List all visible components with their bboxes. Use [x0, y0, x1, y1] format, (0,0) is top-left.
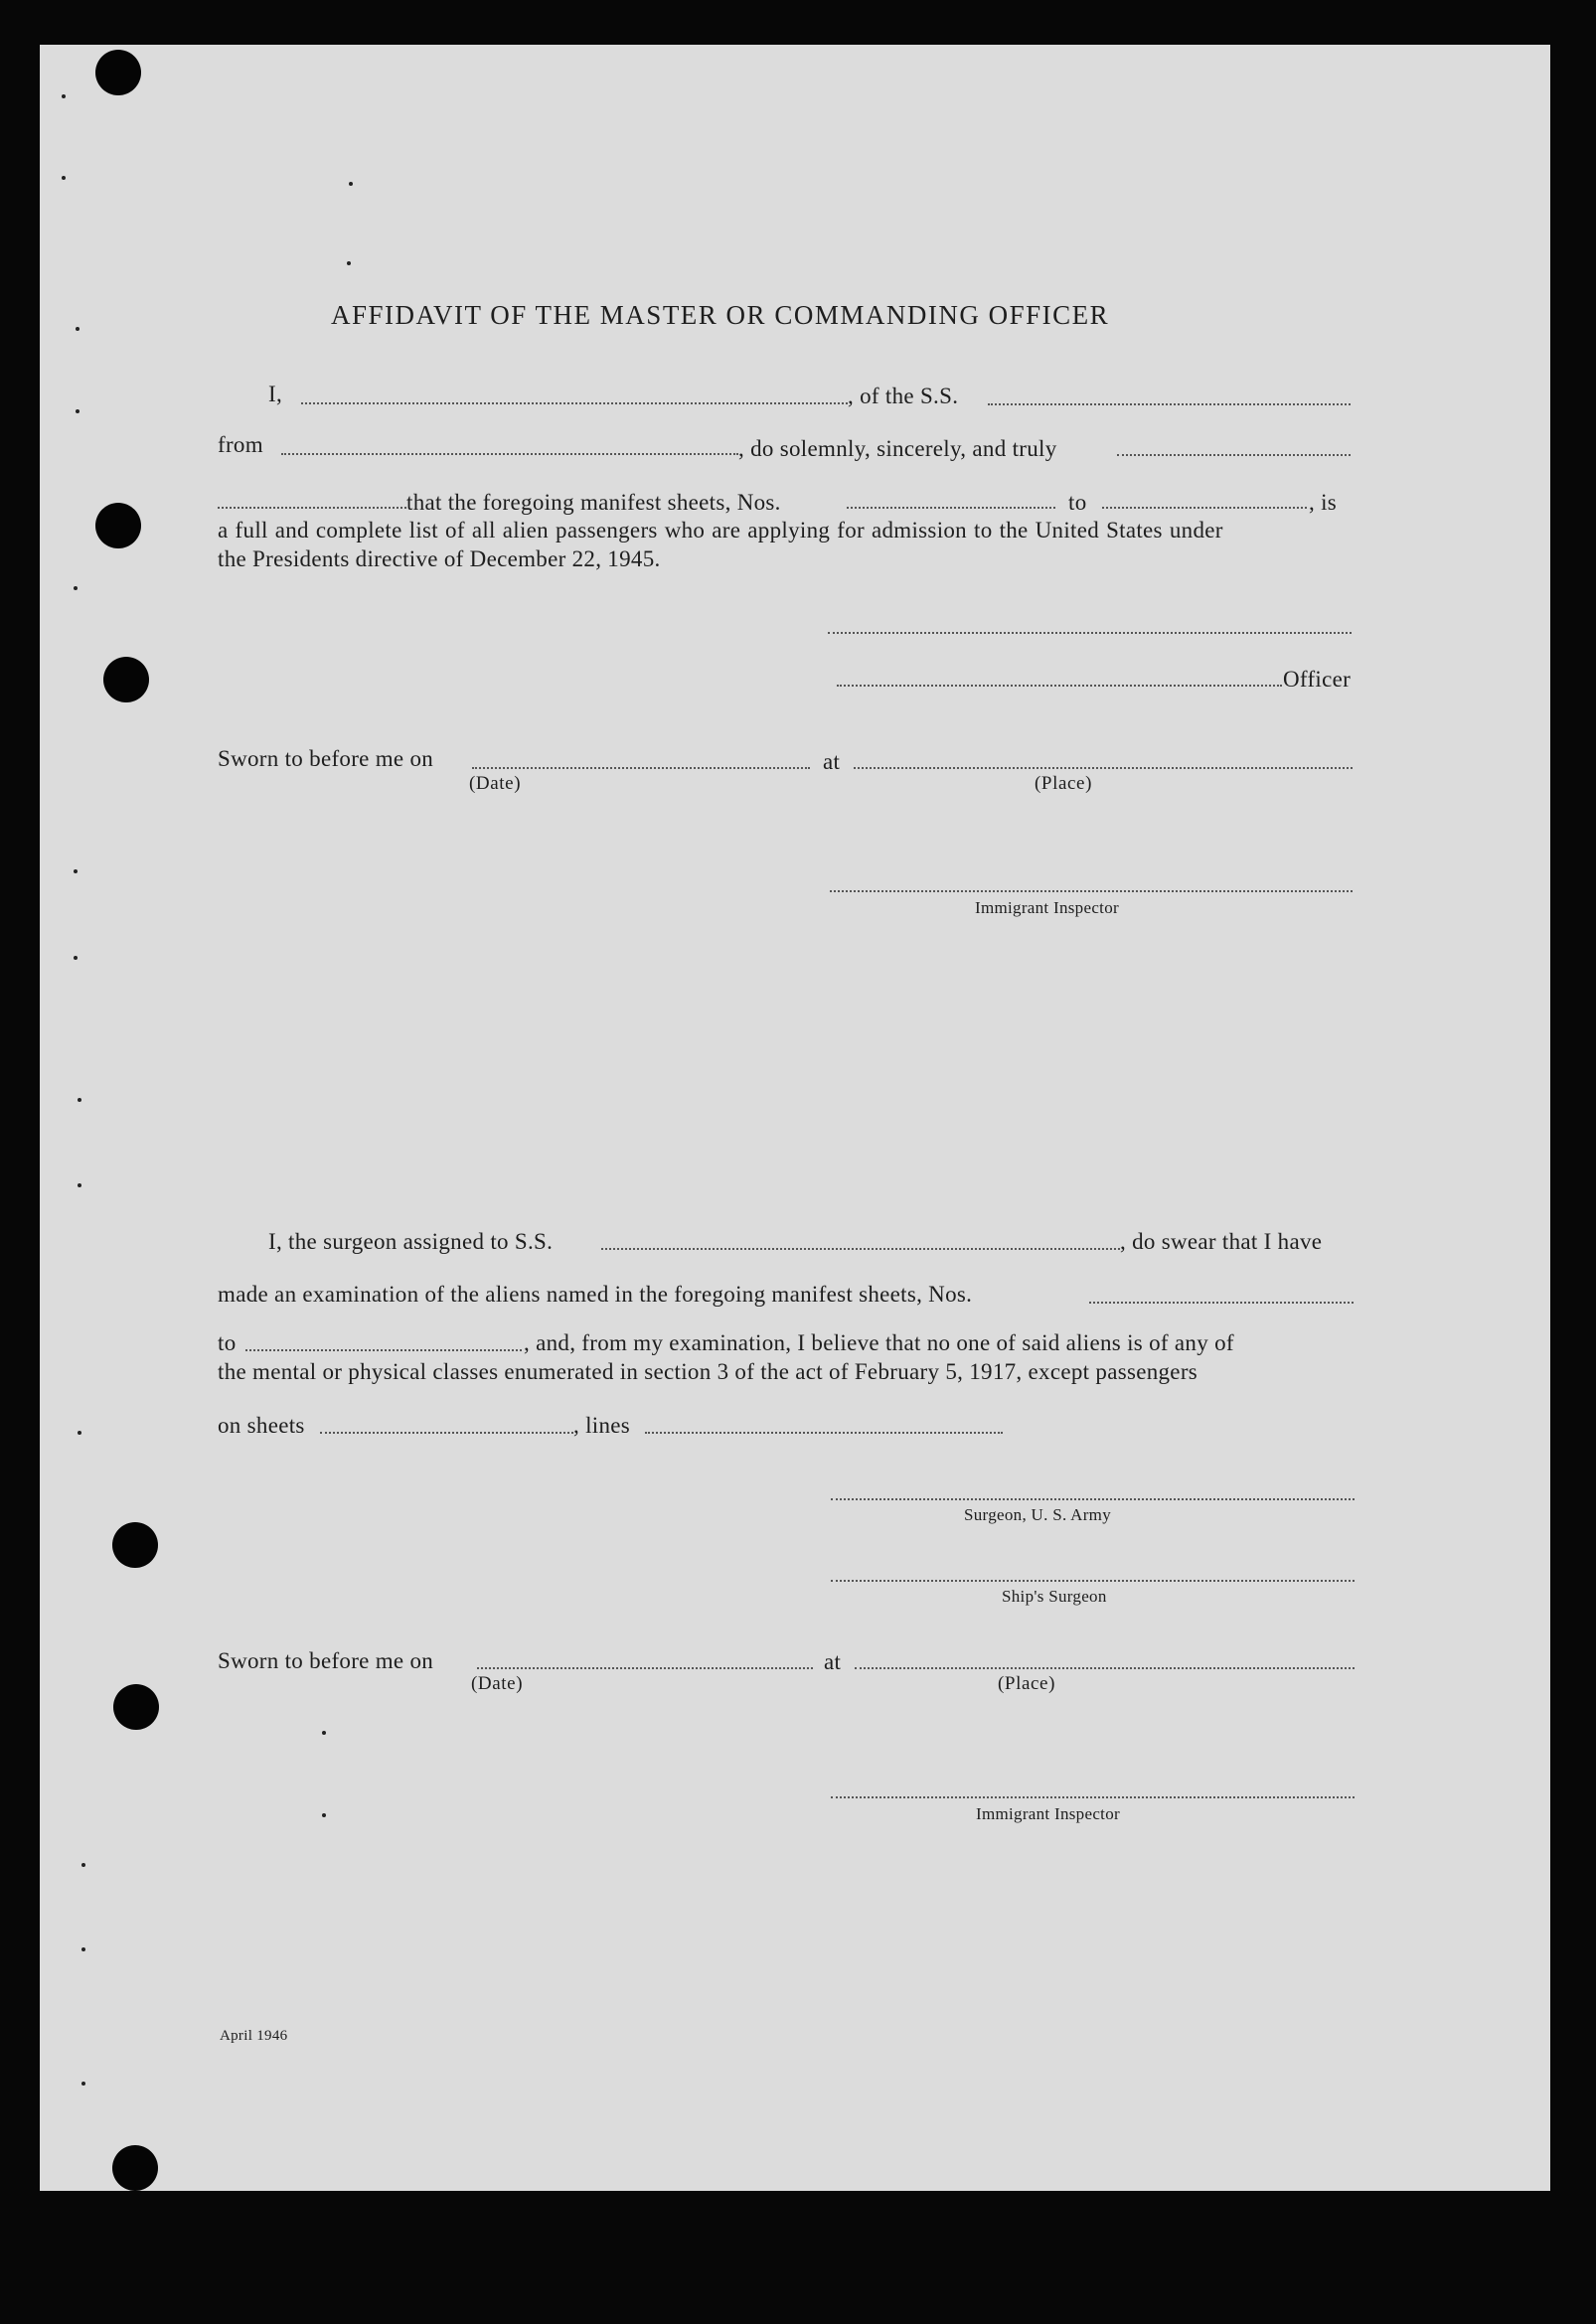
binder-hole: [103, 657, 149, 702]
to-label: to: [1068, 490, 1087, 515]
lines-field[interactable]: [645, 1432, 1003, 1434]
officer-signature-field[interactable]: [837, 685, 1282, 687]
ships-surgeon-caption: Ship's Surgeon: [1002, 1587, 1107, 1606]
speck: [347, 261, 351, 265]
speck: [81, 1863, 85, 1867]
surgeon-to-label: to: [218, 1330, 237, 1355]
form-page: [40, 45, 1550, 2191]
speck: [76, 409, 80, 413]
on-sheets-label: on sheets: [218, 1413, 305, 1438]
solemnly-label: , do solemnly, sincerely, and truly: [738, 436, 1057, 461]
binder-hole: [112, 2145, 158, 2191]
inspector-signature-field-2[interactable]: [831, 1796, 1355, 1798]
ships-surgeon-signature-field[interactable]: [831, 1580, 1355, 1582]
sworn-date-field[interactable]: [472, 767, 810, 769]
sworn-label-2: Sworn to before me on: [218, 1648, 434, 1673]
surgeon-line3: , and, from my examination, I believe that no one of said aliens is of any of: [524, 1330, 1234, 1355]
master-name-field[interactable]: [301, 402, 848, 404]
affirm-field[interactable]: [1117, 454, 1351, 456]
sheets-to-field[interactable]: [1102, 507, 1307, 509]
sworn-place-field[interactable]: [854, 767, 1353, 769]
binder-hole: [112, 1522, 158, 1568]
sheets-from-field[interactable]: [847, 507, 1055, 509]
army-surgeon-caption: Surgeon, U. S. Army: [964, 1505, 1112, 1524]
speck: [81, 1947, 85, 1951]
at-label-2: at: [824, 1649, 842, 1674]
speck: [78, 1098, 81, 1102]
inspector-caption: Immigrant Inspector: [975, 898, 1119, 917]
speck: [349, 182, 353, 186]
speck: [322, 1813, 326, 1817]
i-label: I,: [268, 382, 283, 406]
from-port-field[interactable]: [281, 453, 738, 455]
surgeon-sheets-from-field[interactable]: [1089, 1302, 1354, 1304]
surgeon-line2: made an examination of the aliens named in the foregoing manifest sheets, Nos.: [218, 1282, 973, 1307]
master-signature-field[interactable]: [828, 632, 1352, 634]
inspector-caption-2: Immigrant Inspector: [976, 1804, 1120, 1823]
ship-name-field[interactable]: [988, 403, 1351, 405]
binder-hole: [113, 1684, 159, 1730]
of-ss-label: , of the S.S.: [848, 384, 959, 408]
form-title: AFFIDAVIT OF THE MASTER OR COMMANDING OFFICER: [331, 300, 1110, 330]
speck: [78, 1431, 81, 1435]
swear-label: , do swear that I have: [1120, 1229, 1323, 1254]
binder-hole: [95, 503, 141, 548]
at-label: at: [823, 749, 841, 774]
surgeon-sheets-to-field[interactable]: [245, 1349, 522, 1351]
sworn-place-field-2[interactable]: [855, 1667, 1355, 1669]
officer-label: Officer: [1283, 667, 1352, 692]
speck: [62, 176, 66, 180]
surgeon-ship-field[interactable]: [601, 1248, 1120, 1250]
sworn-date-field-2[interactable]: [477, 1667, 813, 1669]
from-label: from: [218, 432, 263, 457]
speck: [322, 1731, 326, 1735]
master-text-line2: a full and complete list of all alien passengers who are applying for admission to the United States under: [218, 518, 1223, 542]
surgeon-line1: I, the surgeon assigned to S.S.: [268, 1229, 554, 1254]
sworn-label: Sworn to before me on: [218, 746, 434, 771]
date-caption: (Date): [469, 773, 522, 794]
on-sheets-field[interactable]: [320, 1432, 573, 1434]
is-label: , is: [1309, 490, 1338, 515]
army-surgeon-signature-field[interactable]: [831, 1498, 1355, 1500]
speck: [74, 869, 78, 873]
place-caption-2: (Place): [998, 1673, 1055, 1694]
speck: [74, 586, 78, 590]
speck: [81, 2082, 85, 2086]
speck: [62, 94, 66, 98]
speck: [78, 1183, 81, 1187]
declare-field[interactable]: [218, 507, 406, 509]
lines-label: , lines: [573, 1413, 631, 1438]
foregoing-label: that the foregoing manifest sheets, Nos.: [406, 490, 781, 515]
speck: [74, 956, 78, 960]
form-date-footer: April 1946: [220, 2028, 288, 2044]
date-caption-2: (Date): [471, 1673, 524, 1694]
place-caption: (Place): [1035, 773, 1092, 794]
inspector-signature-field[interactable]: [830, 890, 1353, 892]
surgeon-line4: the mental or physical classes enumerated in section 3 of the act of February 5, 1917, except passengers: [218, 1359, 1198, 1384]
binder-hole: [95, 50, 141, 95]
master-text-line3: the Presidents directive of December 22, 1945.: [218, 546, 661, 571]
speck: [76, 327, 80, 331]
